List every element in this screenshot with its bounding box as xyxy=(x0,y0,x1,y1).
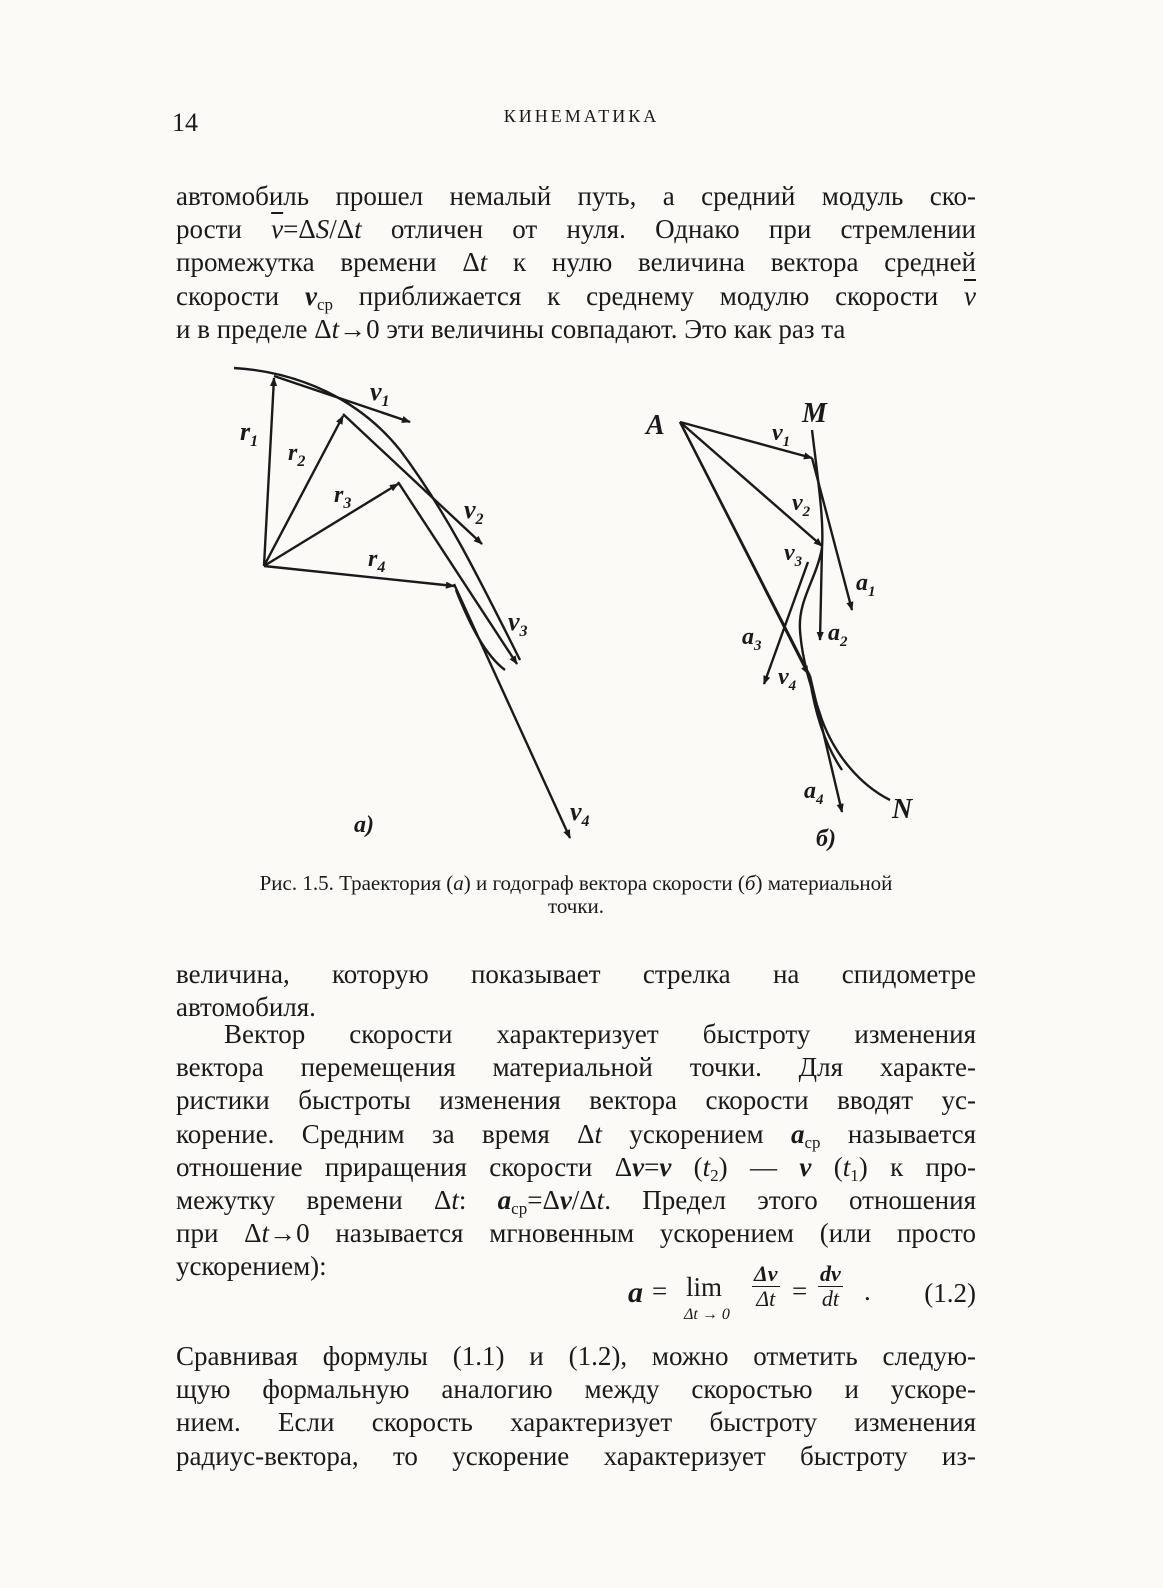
p3-line-3: ристики быстроты изменения вектора скорости вводят ус- xyxy=(176,1085,976,1116)
caption-line-1: Рис. 1.5. Траектория (а) и годограф вектора скорости (б) материальной xyxy=(259,871,893,895)
hodograph-labels xyxy=(644,398,914,852)
label-r2: $r_2$ xyxy=(288,440,306,470)
label-fig-a: a) xyxy=(354,812,374,838)
label-M: M xyxy=(802,398,827,429)
paragraph-3 xyxy=(176,1018,976,1284)
label-v1: $v_1$ xyxy=(370,377,390,410)
p3-line-5: отношение приращения скорости Δv=v $(t_2)$ — v $(t_1)$ к про- xyxy=(176,1151,976,1185)
p4-line-1: Сравнивая формулы (1.1) и (1.2), можно отметить следую- xyxy=(176,1341,976,1371)
p3-line-7: при Δt→0 называется мгновенным ускорением (или просто xyxy=(176,1218,976,1249)
formula-expression xyxy=(628,1262,888,1328)
vector-r2 xyxy=(264,416,343,566)
vector-a2 xyxy=(820,548,822,640)
formula-f2-den: dt xyxy=(821,1286,839,1311)
label-v4-b: $v_4$ xyxy=(778,664,797,694)
formula-eq-2: = xyxy=(792,1276,808,1306)
formula-lim: lim xyxy=(686,1272,723,1302)
formula-fraction-1 xyxy=(752,1262,780,1311)
formula-f2-num: dv xyxy=(820,1261,841,1286)
running-header: КИНЕМАТИКА xyxy=(503,106,660,126)
p1-line-3: промежутка времени Δt к нулю величина вектора средней xyxy=(176,247,977,278)
hodograph-diagram xyxy=(680,422,890,812)
hodograph-curve xyxy=(800,430,890,800)
p2-line-1: величина, которую показывает стрелка на спидометре xyxy=(176,959,976,989)
trajectory-diagram xyxy=(234,368,570,838)
paragraph-2 xyxy=(176,958,976,1024)
label-v1-b: $v_1$ xyxy=(772,420,791,450)
p3-line-2: вектора перемещения материальной точки. Для характе- xyxy=(176,1052,976,1083)
label-v3: $v_3$ xyxy=(508,607,528,640)
paragraph-4 xyxy=(176,1340,976,1473)
p1-line-1: автомобиль прошел немалый путь, а средний модуль ско- xyxy=(176,181,976,211)
vector-v3 xyxy=(398,482,517,664)
vector-a1 xyxy=(812,458,852,610)
p1-line-5: и в пределе Δt→0 эти величины совпадают. Это как раз та xyxy=(176,313,846,344)
label-a3: $a_3$ xyxy=(742,624,762,654)
formula-f1-den: Δt xyxy=(756,1286,776,1311)
label-a1: $a_1$ xyxy=(856,570,876,600)
formula-fraction-2 xyxy=(818,1262,843,1311)
p3-line-4: корение. Средним за время Δt ускорением $a_{ср}$ называется xyxy=(176,1118,976,1152)
formula-lim-sub: Δt → 0 xyxy=(684,1306,730,1323)
vector-r3 xyxy=(264,484,398,566)
p4-line-4: радиус-вектора, то ускорение характеризует быстроту из- xyxy=(176,1440,976,1471)
p4-line-3: нием. Если скорость характеризует быстроту изменения xyxy=(176,1407,976,1438)
label-fig-b: б) xyxy=(816,826,836,852)
page-number: 14 xyxy=(172,108,198,137)
avg-speed-symbol: $\overline{v}$ xyxy=(271,214,284,245)
vector-r1 xyxy=(264,378,274,566)
p3-line-6: межутку времени Δt: $a_{ср}=\Delta v/\Delta t$. Предел этого отношения xyxy=(176,1185,976,1219)
p4-line-2: щую формальную аналогию между скоростью и ускоре- xyxy=(176,1374,976,1405)
formula-1-2 xyxy=(176,1262,976,1328)
label-r4: $r_4$ xyxy=(368,546,386,576)
formula-eq-1: = xyxy=(652,1276,668,1306)
formula-f1-num: Δv xyxy=(754,1261,778,1286)
label-v4: $v_4$ xyxy=(570,797,590,830)
p1-line-2: рости $\overline{v}=\Delta S/\Delta t$ отличен от нуля. Однако при стремлении xyxy=(176,214,976,245)
caption-line-2: точки. xyxy=(547,894,605,918)
formula-number: (1.2) xyxy=(924,1278,976,1308)
vector-v1 xyxy=(274,376,410,422)
label-a2: $a_2$ xyxy=(828,620,848,650)
label-v2: $v_2$ xyxy=(464,495,484,528)
vector-v2 xyxy=(343,414,482,544)
label-v2-b: $v_2$ xyxy=(792,490,811,520)
p3-line-1: Вектор скорости характеризует быстроту изменения xyxy=(224,1019,976,1049)
label-N: N xyxy=(892,794,913,825)
vector-r4 xyxy=(264,566,454,586)
label-r1: $r_1$ xyxy=(240,417,259,450)
figure-caption xyxy=(176,872,976,918)
formula-lhs: a xyxy=(628,1276,643,1309)
label-r3: $r_3$ xyxy=(334,482,352,512)
p3-line-8: ускорением): xyxy=(176,1251,327,1282)
label-A: A xyxy=(646,410,665,441)
p2-line-2: автомобиля. xyxy=(176,992,316,1023)
formula-dot: . xyxy=(864,1276,871,1306)
label-v3-b: $v_3$ xyxy=(784,540,803,570)
label-a4: $a_4$ xyxy=(804,778,824,808)
p1-line-4: скорости $v_{ср}$ приближается к среднему модулю скорости $\overline{v}$ xyxy=(176,280,976,314)
